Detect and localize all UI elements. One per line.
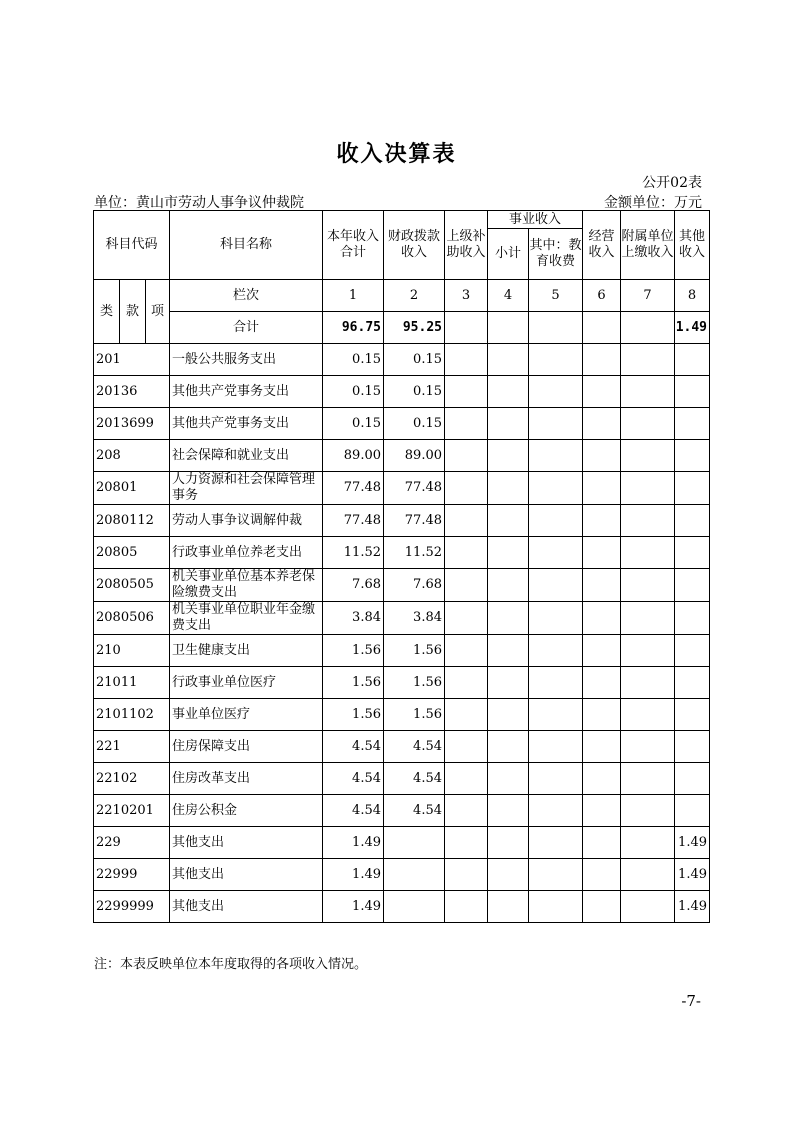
affiliated-income-cell bbox=[621, 569, 675, 602]
other-income-cell bbox=[675, 635, 710, 667]
education-fee-cell bbox=[529, 699, 583, 731]
superior-subsidy-cell bbox=[445, 859, 488, 891]
affiliated-income-cell bbox=[621, 667, 675, 699]
total-income-cell: 1.49 bbox=[323, 859, 384, 891]
affiliated-income-cell bbox=[621, 891, 675, 923]
superior-subsidy-cell bbox=[445, 344, 488, 376]
subject-name-cell: 机关事业单位基本养老保险缴费支出 bbox=[170, 569, 323, 602]
subject-code-cell: 20801 bbox=[94, 472, 170, 505]
subject-name-cell: 劳动人事争议调解仲裁 bbox=[170, 505, 323, 537]
other-income-cell bbox=[675, 602, 710, 635]
subject-name-header: 科目名称 bbox=[170, 211, 323, 280]
operating-income-cell bbox=[583, 472, 621, 505]
other-income-cell: 1.49 bbox=[675, 859, 710, 891]
subject-name-cell: 行政事业单位医疗 bbox=[170, 667, 323, 699]
operating-income-cell bbox=[583, 763, 621, 795]
col-number: 6 bbox=[583, 280, 621, 312]
fiscal-allocation-cell: 0.15 bbox=[384, 376, 445, 408]
total-income-cell: 1.56 bbox=[323, 635, 384, 667]
total-income-cell: 0.15 bbox=[323, 376, 384, 408]
subject-name-cell: 事业单位医疗 bbox=[170, 699, 323, 731]
education-fee-cell bbox=[529, 731, 583, 763]
superior-subsidy-cell bbox=[445, 635, 488, 667]
affiliated-income-cell bbox=[621, 859, 675, 891]
table-row bbox=[94, 408, 710, 440]
subject-code-cell: 2013699 bbox=[94, 408, 170, 440]
fiscal-allocation-cell: 0.15 bbox=[384, 344, 445, 376]
subject-code-cell: 2080506 bbox=[94, 602, 170, 635]
fiscal-allocation-cell: 4.54 bbox=[384, 795, 445, 827]
superior-subsidy-cell bbox=[445, 795, 488, 827]
total-income-cell: 11.52 bbox=[323, 537, 384, 569]
total-income-header: 本年收入合计 bbox=[323, 211, 384, 280]
fiscal-allocation-cell bbox=[384, 827, 445, 859]
operating-income-cell bbox=[583, 699, 621, 731]
subject-code-header: 科目代码 bbox=[94, 211, 170, 280]
business-subtotal-cell bbox=[488, 440, 529, 472]
subject-name-cell: 其他支出 bbox=[170, 859, 323, 891]
operating-income-cell bbox=[583, 859, 621, 891]
affiliated-income-cell bbox=[621, 827, 675, 859]
business-subtotal-cell bbox=[488, 763, 529, 795]
business-subtotal-cell bbox=[488, 667, 529, 699]
other-income-cell: 1.49 bbox=[675, 891, 710, 923]
total-row bbox=[94, 312, 710, 344]
subtotal-header: 小计 bbox=[488, 229, 529, 280]
operating-income-cell bbox=[583, 891, 621, 923]
education-fee-cell bbox=[529, 344, 583, 376]
fiscal-allocation-cell: 3.84 bbox=[384, 602, 445, 635]
affiliated-income-cell bbox=[621, 344, 675, 376]
education-fee-cell bbox=[529, 763, 583, 795]
superior-subsidy-cell bbox=[445, 763, 488, 795]
fiscal-allocation-cell: 89.00 bbox=[384, 440, 445, 472]
affiliated-income-cell bbox=[621, 699, 675, 731]
subject-code-cell: 2101102 bbox=[94, 699, 170, 731]
operating-income-cell bbox=[583, 408, 621, 440]
subject-code-cell: 2080112 bbox=[94, 505, 170, 537]
other-income-cell bbox=[675, 408, 710, 440]
table-row bbox=[94, 635, 710, 667]
other-income-cell: 1.49 bbox=[675, 827, 710, 859]
table-row bbox=[94, 827, 710, 859]
table-row bbox=[94, 763, 710, 795]
affiliated-income-cell bbox=[621, 635, 675, 667]
education-fee-cell bbox=[529, 505, 583, 537]
subject-name-cell: 一般公共服务支出 bbox=[170, 344, 323, 376]
education-fee-cell bbox=[529, 537, 583, 569]
operating-income-cell bbox=[583, 731, 621, 763]
table-row bbox=[94, 344, 710, 376]
operating-income-cell bbox=[583, 602, 621, 635]
col-number: 3 bbox=[445, 280, 488, 312]
superior-subsidy-cell bbox=[445, 731, 488, 763]
subject-name-cell: 机关事业单位职业年金缴费支出 bbox=[170, 602, 323, 635]
superior-subsidy-cell bbox=[445, 376, 488, 408]
business-subtotal-cell bbox=[488, 376, 529, 408]
col-number: 8 bbox=[675, 280, 710, 312]
education-fee-cell bbox=[529, 891, 583, 923]
subject-code-cell: 201 bbox=[94, 344, 170, 376]
affiliated-income-cell bbox=[621, 408, 675, 440]
fiscal-allocation-cell bbox=[384, 859, 445, 891]
total-income-cell: 3.84 bbox=[323, 602, 384, 635]
affiliated-income-cell bbox=[621, 440, 675, 472]
subject-code-cell: 22102 bbox=[94, 763, 170, 795]
superior-subsidy-cell bbox=[445, 440, 488, 472]
page-number: -7- bbox=[681, 992, 701, 1010]
total-income-cell: 1.56 bbox=[323, 699, 384, 731]
operating-income-cell bbox=[583, 537, 621, 569]
table-row bbox=[94, 505, 710, 537]
subject-code-cell: 21011 bbox=[94, 667, 170, 699]
total-income-cell: 0.15 bbox=[323, 344, 384, 376]
header-row-1 bbox=[94, 211, 710, 229]
education-fee-cell bbox=[529, 440, 583, 472]
money-unit-label: 金额单位：万元 bbox=[604, 195, 702, 211]
table-row bbox=[94, 795, 710, 827]
kuan-header: 款 bbox=[120, 280, 146, 344]
superior-subsidy-cell bbox=[445, 827, 488, 859]
business-subtotal-cell bbox=[488, 569, 529, 602]
subject-code-cell: 22999 bbox=[94, 859, 170, 891]
other-income-cell bbox=[675, 667, 710, 699]
fiscal-allocation-cell: 1.56 bbox=[384, 667, 445, 699]
subject-code-cell: 2210201 bbox=[94, 795, 170, 827]
fiscal-allocation-cell: 4.54 bbox=[384, 731, 445, 763]
total-income-cell: 7.68 bbox=[323, 569, 384, 602]
superior-subsidy-cell bbox=[445, 472, 488, 505]
total-income-cell: 89.00 bbox=[323, 440, 384, 472]
other-income-cell bbox=[675, 795, 710, 827]
total-fiscal-cell: 95.25 bbox=[384, 312, 445, 344]
education-fee-cell bbox=[529, 376, 583, 408]
column-order-label: 栏次 bbox=[170, 280, 323, 312]
subject-name-cell: 其他共产党事务支出 bbox=[170, 376, 323, 408]
fiscal-allocation-cell: 1.56 bbox=[384, 699, 445, 731]
affiliated-income-cell bbox=[621, 505, 675, 537]
table-note: 注：本表反映单位本年度取得的各项收入情况。 bbox=[94, 957, 368, 972]
subject-code-cell: 208 bbox=[94, 440, 170, 472]
education-fee-cell bbox=[529, 569, 583, 602]
business-subtotal-cell bbox=[488, 344, 529, 376]
superior-subsidy-cell bbox=[445, 699, 488, 731]
subject-code-cell: 210 bbox=[94, 635, 170, 667]
table-row bbox=[94, 891, 710, 923]
col-number: 1 bbox=[323, 280, 384, 312]
income-table bbox=[93, 210, 710, 923]
affiliated-income-cell bbox=[621, 472, 675, 505]
total-income-cell: 1.49 bbox=[323, 827, 384, 859]
fiscal-allocation-cell: 77.48 bbox=[384, 505, 445, 537]
business-subtotal-cell bbox=[488, 635, 529, 667]
education-fee-header: 其中：教育收费 bbox=[529, 229, 583, 280]
other-income-cell bbox=[675, 763, 710, 795]
col-number: 7 bbox=[621, 280, 675, 312]
business-subtotal-cell bbox=[488, 731, 529, 763]
education-fee-cell bbox=[529, 795, 583, 827]
table-row bbox=[94, 376, 710, 408]
total-other-cell: 1.49 bbox=[675, 312, 710, 344]
unit-label: 单位：黄山市劳动人事争议仲裁院 bbox=[94, 195, 304, 211]
total-income-cell: 4.54 bbox=[323, 763, 384, 795]
total-income-cell: 1.56 bbox=[323, 667, 384, 699]
education-fee-cell bbox=[529, 859, 583, 891]
other-income-cell bbox=[675, 440, 710, 472]
education-fee-cell bbox=[529, 602, 583, 635]
operating-income-cell bbox=[583, 795, 621, 827]
other-income-cell bbox=[675, 376, 710, 408]
operating-income-cell bbox=[583, 344, 621, 376]
superior-subsidy-header: 上级补助收入 bbox=[445, 211, 488, 280]
fiscal-allocation-cell: 0.15 bbox=[384, 408, 445, 440]
business-subtotal-cell bbox=[488, 472, 529, 505]
operating-income-cell bbox=[583, 569, 621, 602]
subject-name-cell: 其他支出 bbox=[170, 891, 323, 923]
col-number: 5 bbox=[529, 280, 583, 312]
lei-header: 类 bbox=[94, 280, 120, 344]
operating-income-cell bbox=[583, 505, 621, 537]
subject-name-cell: 卫生健康支出 bbox=[170, 635, 323, 667]
table-number: 公开02表 bbox=[642, 175, 702, 191]
operating-income-cell bbox=[583, 827, 621, 859]
superior-subsidy-cell bbox=[445, 505, 488, 537]
subject-code-cell: 221 bbox=[94, 731, 170, 763]
education-fee-cell bbox=[529, 827, 583, 859]
business-subtotal-cell bbox=[488, 408, 529, 440]
superior-subsidy-cell bbox=[445, 602, 488, 635]
subject-name-cell: 其他共产党事务支出 bbox=[170, 408, 323, 440]
business-subtotal-cell bbox=[488, 537, 529, 569]
subject-code-cell: 20136 bbox=[94, 376, 170, 408]
total-income-cell: 0.15 bbox=[323, 408, 384, 440]
total-income-cell: 4.54 bbox=[323, 731, 384, 763]
col-number: 2 bbox=[384, 280, 445, 312]
total-income-cell: 4.54 bbox=[323, 795, 384, 827]
superior-subsidy-cell bbox=[445, 891, 488, 923]
subject-name-cell: 住房保障支出 bbox=[170, 731, 323, 763]
affiliated-income-cell bbox=[621, 376, 675, 408]
education-fee-cell bbox=[529, 472, 583, 505]
other-income-cell bbox=[675, 699, 710, 731]
total-income-cell: 1.49 bbox=[323, 891, 384, 923]
other-income-cell bbox=[675, 537, 710, 569]
total-income-cell: 77.48 bbox=[323, 472, 384, 505]
superior-subsidy-cell bbox=[445, 537, 488, 569]
fiscal-allocation-cell: 11.52 bbox=[384, 537, 445, 569]
operating-income-cell bbox=[583, 667, 621, 699]
education-fee-cell bbox=[529, 667, 583, 699]
total-income-cell: 96.75 bbox=[323, 312, 384, 344]
superior-subsidy-cell bbox=[445, 667, 488, 699]
affiliated-income-cell bbox=[621, 537, 675, 569]
total-income-cell: 77.48 bbox=[323, 505, 384, 537]
fiscal-allocation-cell: 4.54 bbox=[384, 763, 445, 795]
table-row bbox=[94, 859, 710, 891]
business-subtotal-cell bbox=[488, 602, 529, 635]
other-income-header: 其他收入 bbox=[675, 211, 710, 280]
other-income-cell bbox=[675, 569, 710, 602]
other-income-cell bbox=[675, 344, 710, 376]
superior-subsidy-cell bbox=[445, 408, 488, 440]
affiliated-income-cell bbox=[621, 795, 675, 827]
business-subtotal-cell bbox=[488, 795, 529, 827]
other-income-cell bbox=[675, 472, 710, 505]
operating-income-cell bbox=[583, 376, 621, 408]
other-income-cell bbox=[675, 731, 710, 763]
subject-name-cell: 住房改革支出 bbox=[170, 763, 323, 795]
education-fee-cell bbox=[529, 635, 583, 667]
col-number: 4 bbox=[488, 280, 529, 312]
subject-name-cell: 社会保障和就业支出 bbox=[170, 440, 323, 472]
affiliated-income-cell bbox=[621, 602, 675, 635]
subject-code-cell: 229 bbox=[94, 827, 170, 859]
subject-name-cell: 行政事业单位养老支出 bbox=[170, 537, 323, 569]
page-title: 收入决算表 bbox=[336, 141, 457, 167]
column-number-row bbox=[94, 280, 710, 312]
fiscal-allocation-cell: 77.48 bbox=[384, 472, 445, 505]
affiliated-income-cell bbox=[621, 763, 675, 795]
fiscal-allocation-cell bbox=[384, 891, 445, 923]
superior-subsidy-cell bbox=[445, 569, 488, 602]
other-income-cell bbox=[675, 505, 710, 537]
subject-code-cell: 20805 bbox=[94, 537, 170, 569]
subject-code-cell: 2080505 bbox=[94, 569, 170, 602]
xiang-header: 项 bbox=[146, 280, 170, 344]
business-subtotal-cell bbox=[488, 505, 529, 537]
business-subtotal-cell bbox=[488, 827, 529, 859]
subject-code-cell: 2299999 bbox=[94, 891, 170, 923]
table-row bbox=[94, 537, 710, 569]
business-subtotal-cell bbox=[488, 859, 529, 891]
affiliated-income-cell bbox=[621, 731, 675, 763]
table-row bbox=[94, 440, 710, 472]
education-fee-cell bbox=[529, 408, 583, 440]
operating-income-cell bbox=[583, 440, 621, 472]
business-subtotal-cell bbox=[488, 891, 529, 923]
table-row bbox=[94, 667, 710, 699]
table-row bbox=[94, 472, 710, 505]
table-row bbox=[94, 699, 710, 731]
subject-name-cell: 其他支出 bbox=[170, 827, 323, 859]
business-income-header: 事业收入 bbox=[488, 211, 583, 229]
total-label: 合计 bbox=[170, 312, 323, 344]
operating-income-header: 经营收入 bbox=[583, 211, 621, 280]
table-row bbox=[94, 602, 710, 635]
affiliated-income-header: 附属单位上缴收入 bbox=[621, 211, 675, 280]
fiscal-allocation-header: 财政拨款收入 bbox=[384, 211, 445, 280]
subject-name-cell: 人力资源和社会保障管理事务 bbox=[170, 472, 323, 505]
fiscal-allocation-cell: 1.56 bbox=[384, 635, 445, 667]
subject-name-cell: 住房公积金 bbox=[170, 795, 323, 827]
business-subtotal-cell bbox=[488, 699, 529, 731]
fiscal-allocation-cell: 7.68 bbox=[384, 569, 445, 602]
operating-income-cell bbox=[583, 635, 621, 667]
table-row bbox=[94, 569, 710, 602]
table-row bbox=[94, 731, 710, 763]
